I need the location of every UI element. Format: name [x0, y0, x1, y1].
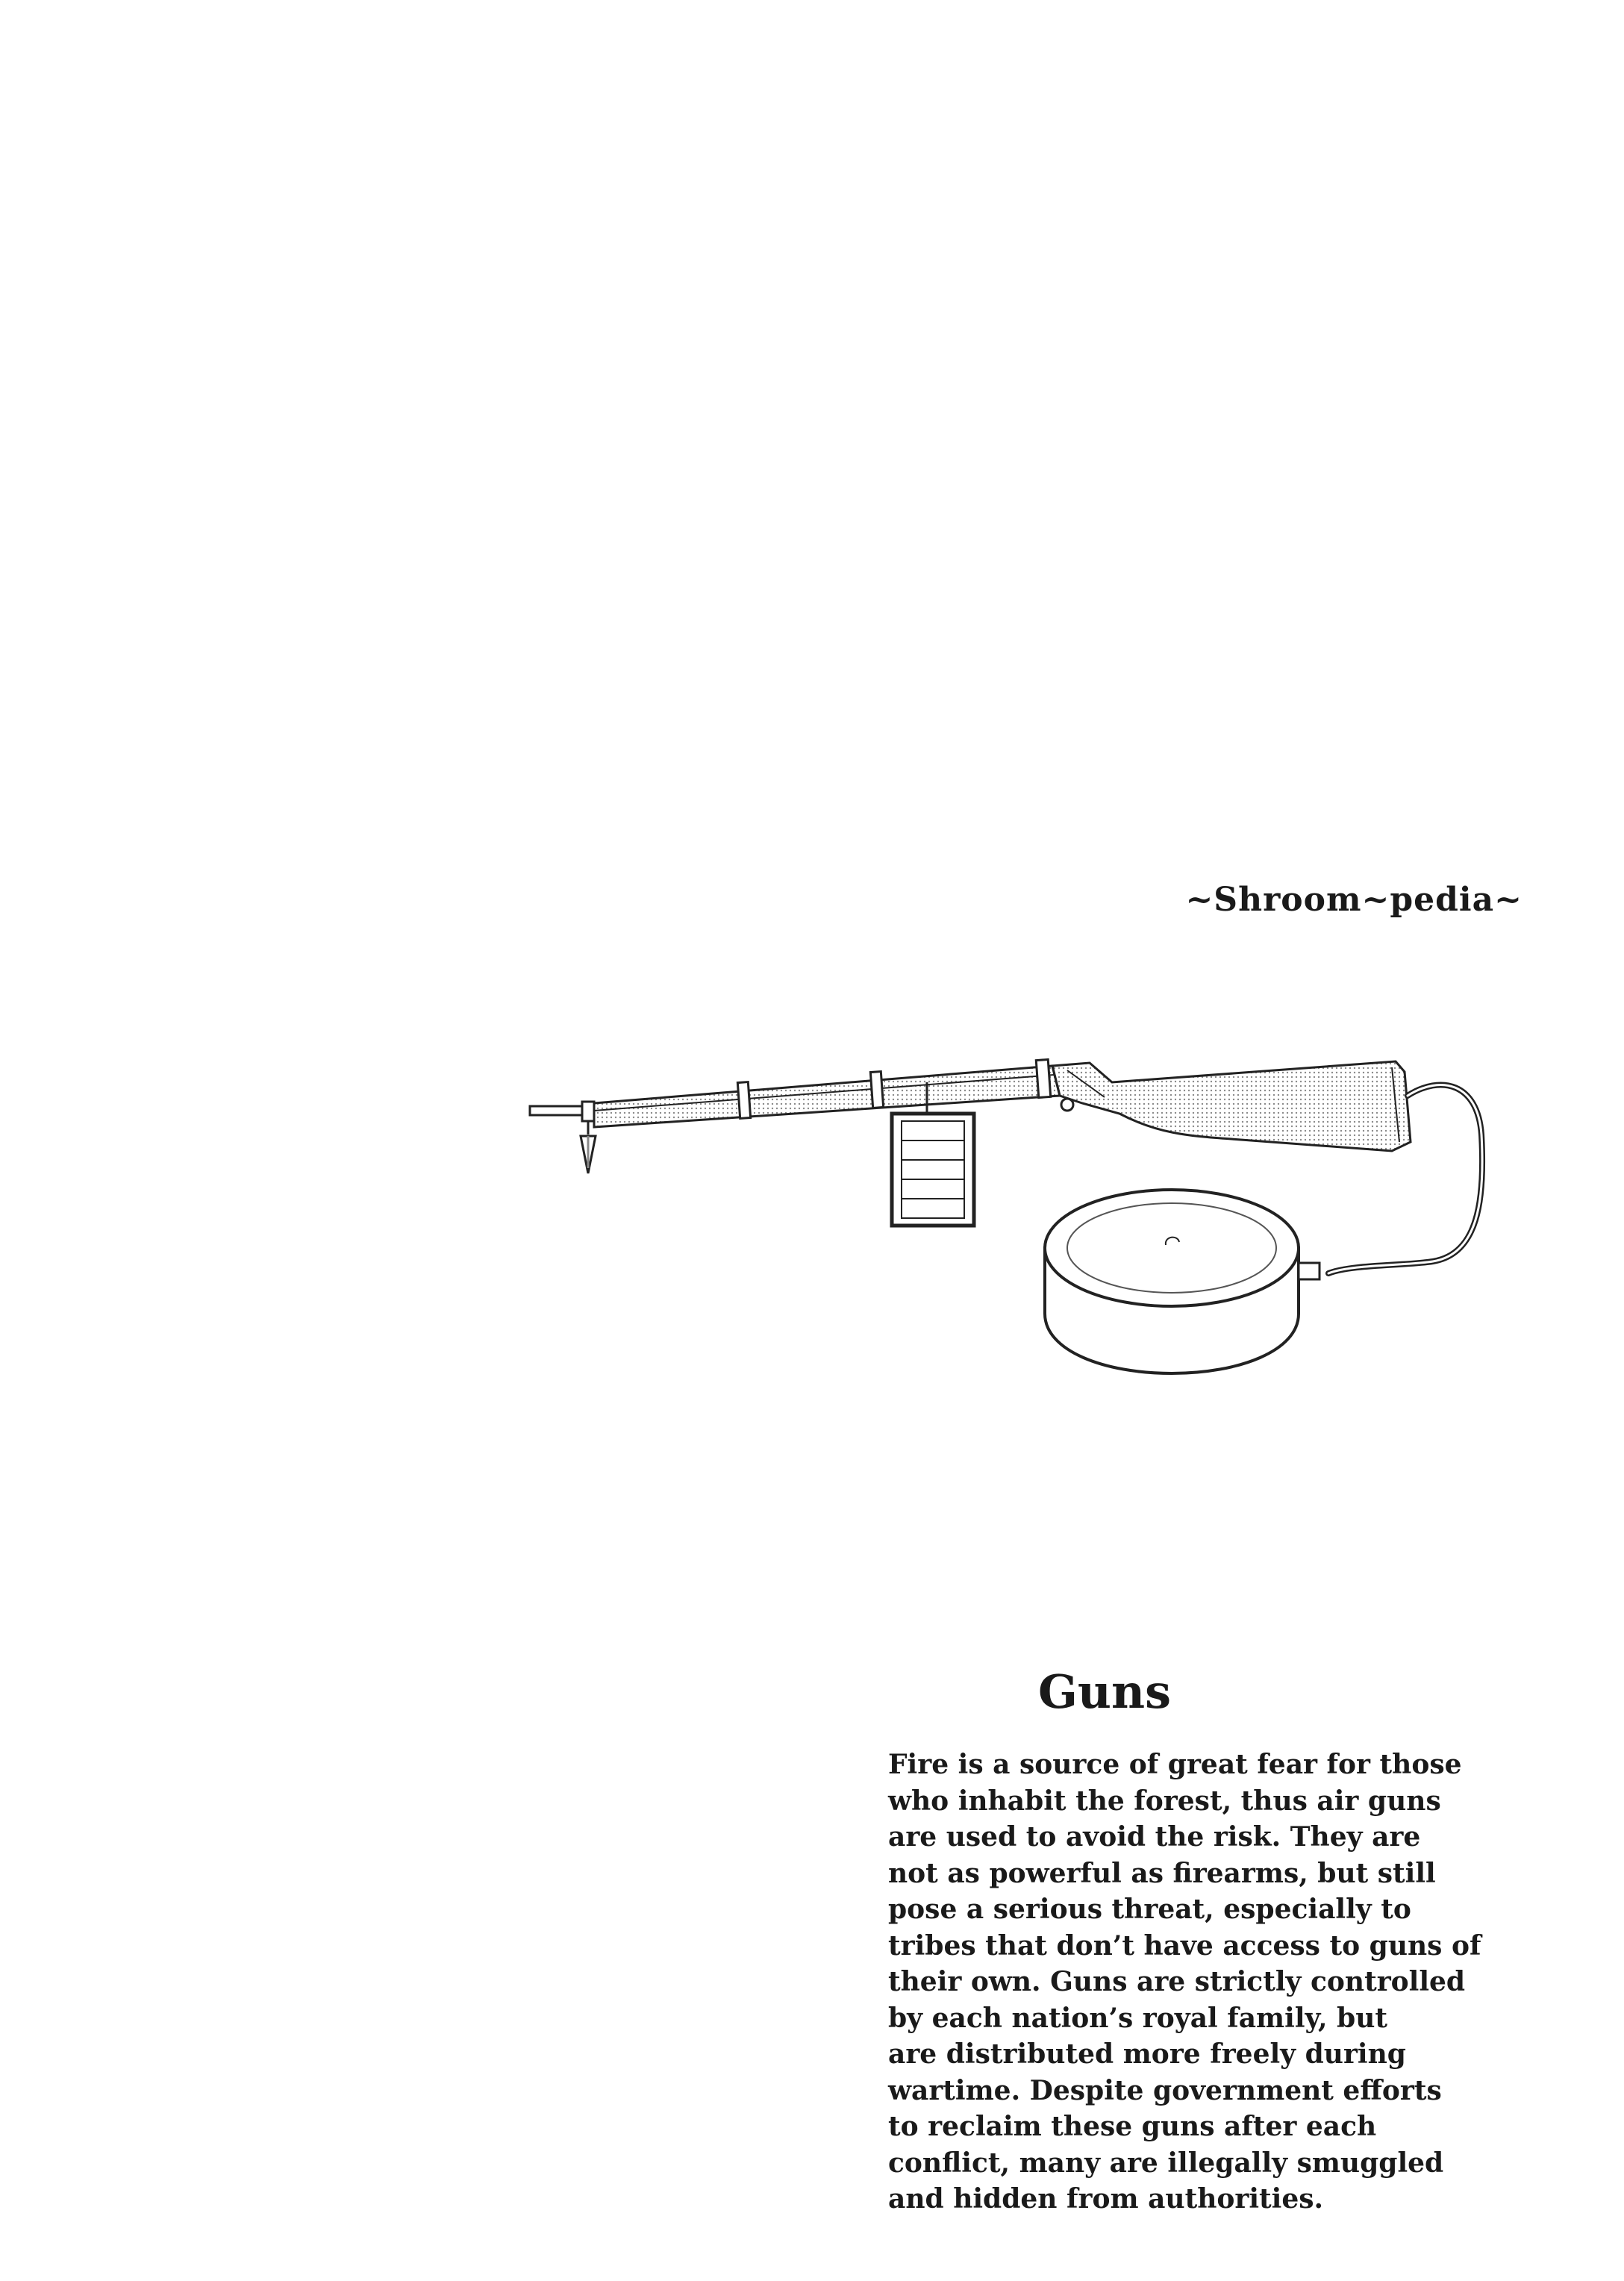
entry-line: who inhabit the forest, thus air guns [888, 1785, 1441, 1817]
entry-line: their own. Guns are strictly controlled [888, 1966, 1466, 1997]
entry-title: Guns [1037, 1664, 1171, 1719]
gun-muzzle [530, 1102, 594, 1121]
gun-stock [1052, 1061, 1411, 1151]
gun-spike [581, 1121, 596, 1173]
entry-line: are distributed more freely during [888, 2038, 1406, 2070]
entry-body [888, 1747, 1500, 2218]
gun-barrel [594, 1060, 1060, 1127]
entry-line: tribes that don’t have access to guns of [888, 1929, 1481, 1962]
entry-line: to reclaim these guns after each [888, 2111, 1377, 2142]
entry-line: are used to avoid the risk. They are [888, 1821, 1421, 1853]
section-header: ~Shroom~pedia~ [1185, 881, 1522, 919]
air-tank [1045, 1190, 1320, 1373]
entry-line: not as powerful as firearms, but still [888, 1857, 1436, 1889]
entry-line: pose a serious threat, especially to [888, 1894, 1411, 1925]
entry-line: Fire is a source of great fear for those [888, 1749, 1462, 1780]
gun-illustration [515, 1008, 1500, 1426]
entry-line: wartime. Despite government efforts [888, 2074, 1442, 2106]
entry-line: by each nation’s royal family, but [888, 2002, 1388, 2034]
entry-line: conflict, many are illegally smuggled [888, 2147, 1444, 2179]
entry-line: and hidden from authorities. [888, 2183, 1324, 2215]
